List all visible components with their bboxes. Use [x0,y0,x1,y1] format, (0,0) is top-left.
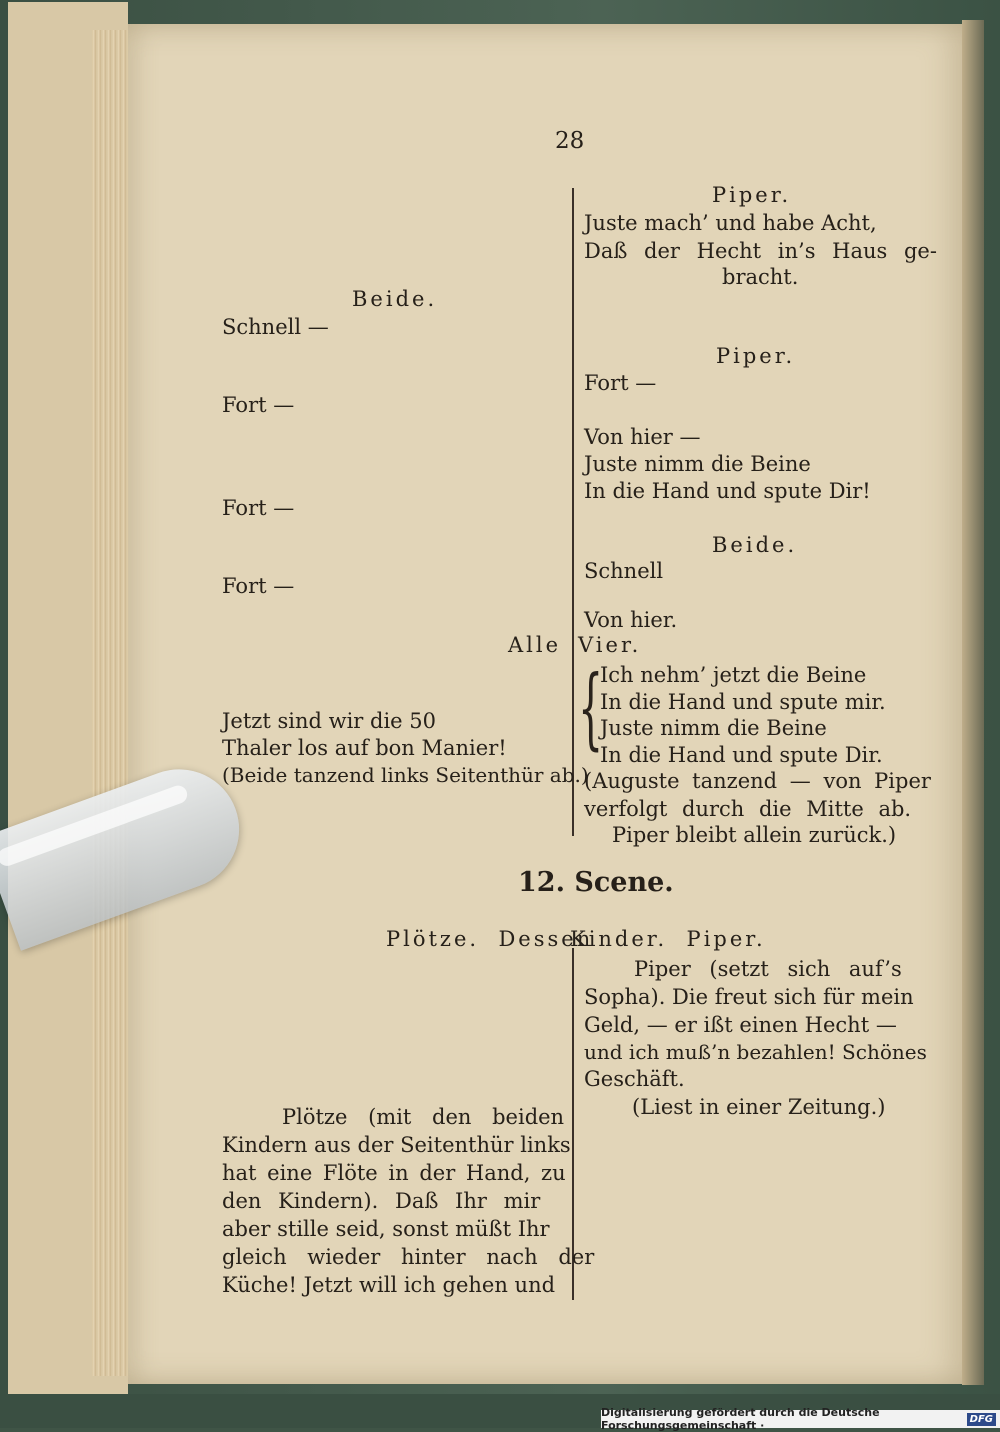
ploetze-line: Küche! Jetzt will ich gehen und [222,1273,556,1297]
ploetze-direction: hat eine Flöte in der Hand, zu [222,1161,566,1185]
piper-direction: Sopha). Die freut sich für mein [584,985,914,1009]
page-right-shadow [962,20,984,1385]
stage-direction: (Beide tanzend links Seitenthür ab.) [222,763,589,787]
speaker-beide: Beide. [712,533,798,557]
dfg-logo: DFG [967,1413,996,1426]
verse-line: Thaler los auf bon Manier! [222,736,507,760]
ploetze-line: gleich wieder hinter nach der [222,1245,595,1269]
column-divider [572,188,574,836]
speaker-piper: Piper. [716,344,796,368]
piper-direction: Piper (setzt sich auf’s [634,957,902,981]
piper-line: und ich muß’n bezahlen! Schönes [584,1040,927,1064]
verse-line: Jetzt sind wir die 50 [222,709,436,733]
chorus-line: In die Hand und spute mir. [600,690,886,714]
stage-direction: (Liest in einer Zeitung.) [632,1095,886,1119]
stage-direction: verfolgt durch die Mitte ab. [584,797,912,821]
verse-line: Juste mach’ und habe Acht, [584,211,877,235]
speaker-vier: Vier. [578,633,642,657]
dfg-footer [601,1406,1000,1432]
speaker-piper: Piper. [712,183,792,207]
dialogue-line: Schnell [584,559,664,583]
cast-list: Kinder. Piper. [570,927,766,951]
dialogue-line: Fort — [222,574,295,598]
dfg-credit-text: Digitalisierung gefördert durch die Deutsche Forschungsgemeinschaft · [601,1406,880,1432]
cast-list: Plötze. Dessen [386,927,594,951]
dialogue-line: Fort — [222,393,295,417]
chorus-line: Juste nimm die Beine [600,716,827,740]
ploetze-direction: den Kindern). Daß Ihr mir [222,1189,541,1213]
scene-heading: 12. Scene. [518,867,674,898]
piper-line: Geschäft. [584,1067,685,1091]
ploetze-direction: Plötze (mit den beiden [282,1105,565,1129]
stage-direction: (Auguste tanzend — von Piper [584,769,931,793]
dialogue-line: Fort — [222,496,295,520]
page-number: 28 [555,128,585,154]
dialogue-line: Fort — [584,371,657,395]
speaker-alle: Alle [508,633,562,657]
stage-direction: Piper bleibt allein zurück.) [612,823,897,847]
dialogue-line: Von hier. [584,608,678,632]
chorus-line: Ich nehm’ jetzt die Beine [600,663,867,687]
speaker-beide: Beide. [352,287,438,311]
verse-line: bracht. [722,265,799,289]
verse-line: In die Hand und spute Dir! [584,479,871,503]
chorus-brace: { [578,656,604,759]
verse-line: Juste nimm die Beine [584,452,811,476]
ploetze-line: aber stille seid, sonst müßt Ihr [222,1217,550,1241]
ploetze-direction: Kindern aus der Seitenthür links [222,1133,571,1157]
dialogue-line: Schnell — [222,315,329,339]
verse-line: Von hier — [584,425,701,449]
piper-line: Geld, — er ißt einen Hecht — [584,1013,897,1037]
chorus-line: In die Hand und spute Dir. [600,743,883,767]
verse-line: Daß der Hecht in’s Haus ge- [584,239,937,263]
